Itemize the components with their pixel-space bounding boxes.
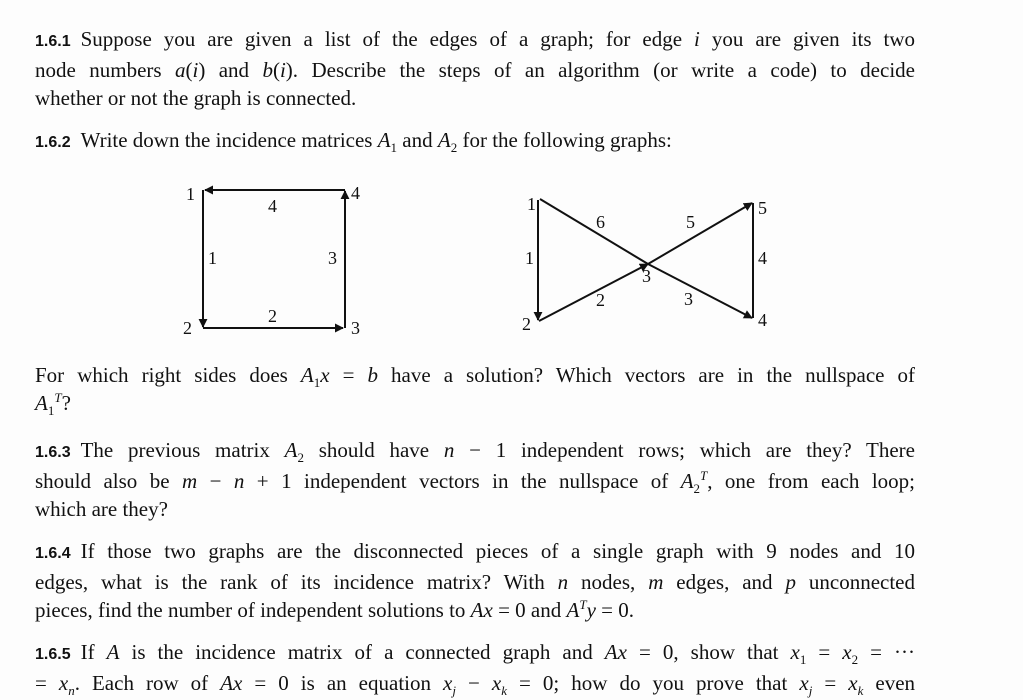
graph1-node-4: 4 (351, 183, 360, 203)
problem-line: whether or not the graph is connected. (35, 86, 357, 110)
problem-line: should also be m − n + 1 independent vectors in the nullspace of $A_2^T$, one from each loop; (35, 468, 916, 497)
graph2-edge-label-2: 2 (596, 290, 605, 310)
graph2-node-3: 3 (642, 266, 651, 286)
problem-line: $A_1^T$? (35, 390, 71, 419)
graph1-edge-label-3: 3 (328, 248, 337, 268)
graph1-node-1: 1 (186, 184, 195, 204)
graph2-node-4: 4 (758, 310, 767, 330)
graph1-edge-label-2: 2 (268, 306, 277, 326)
graph2-edge-6 (540, 199, 648, 264)
graph1-edge-label-4: 4 (268, 196, 277, 216)
graph1-node-2: 2 (183, 318, 192, 338)
problem-line: edges, what is the rank of its incidence matrix? With n nodes, m edges, and p unconnected (35, 570, 915, 594)
problem-1-6-1 (35, 25, 915, 112)
problem-number: 1.6.4 (35, 545, 71, 562)
problem-line: 1.6.1 Suppose you are given a list of the edges of a graph; for edge i you are given its two (35, 27, 915, 51)
problem-1-6-4 (35, 537, 915, 624)
graph2-edge-2 (539, 264, 648, 321)
graph-2 (538, 199, 753, 321)
graph2-edge-label-3: 3 (684, 289, 693, 309)
graph2-edge-5 (648, 203, 752, 264)
problem-1-6-2 (35, 126, 915, 157)
graph2-node-5: 5 (758, 198, 767, 218)
graph2-edge-3 (648, 264, 752, 318)
problem-line: For which right sides does $A_1x = b$ have a solution? Which vectors are in the nullspace of (35, 363, 916, 391)
graph2-node-1: 1 (527, 194, 536, 214)
graph2-edge-label-5: 5 (686, 212, 695, 232)
graph1-node-3: 3 (351, 318, 360, 338)
problem-line: 1.6.3 The previous matrix $A_2$ should have n − 1 independent rows; which are they? There (35, 438, 915, 466)
problem-number: 1.6.2 (35, 134, 71, 151)
graphs-figure (0, 170, 1023, 345)
problem-1-6-2-continued (35, 361, 915, 417)
problem-line: 1.6.4 If those two graphs are the disconnected pieces of a single graph with 9 nodes and 10 (35, 539, 915, 563)
problem-line: = $x_n$. Each row of Ax = 0 is an equation $x_j - x_k = 0$; how do you prove that $x_j = x_k$ even (35, 671, 916, 699)
problem-number: 1.6.3 (35, 444, 71, 461)
graph2-edge-label-6: 6 (596, 212, 605, 232)
problem-line: node numbers a(i) and b(i). Describe the steps of an algorithm (or write a code) to decide (35, 58, 915, 82)
problem-line: pieces, find the number of independent solutions to Ax = 0 and $A^Ty = 0$. (35, 597, 634, 622)
problem-1-6-5 (35, 638, 915, 697)
problem-line: which are they? (35, 497, 168, 521)
problem-line: 1.6.2 Write down the incidence matrices $A_1$ and $A_2$ for the following graphs: (35, 128, 672, 156)
problem-number: 1.6.5 (35, 646, 71, 663)
graph1-edge-label-1: 1 (208, 248, 217, 268)
problem-1-6-3 (35, 436, 915, 523)
graph2-edge-label-1: 1 (525, 248, 534, 268)
graph2-edge-label-4: 4 (758, 248, 767, 268)
graph2-node-2: 2 (522, 314, 531, 334)
problem-number: 1.6.1 (35, 33, 71, 50)
problem-line: 1.6.5 If A is the incidence matrix of a connected graph and Ax = 0, show that $x_1 = x_2$ = ··· (35, 640, 916, 668)
